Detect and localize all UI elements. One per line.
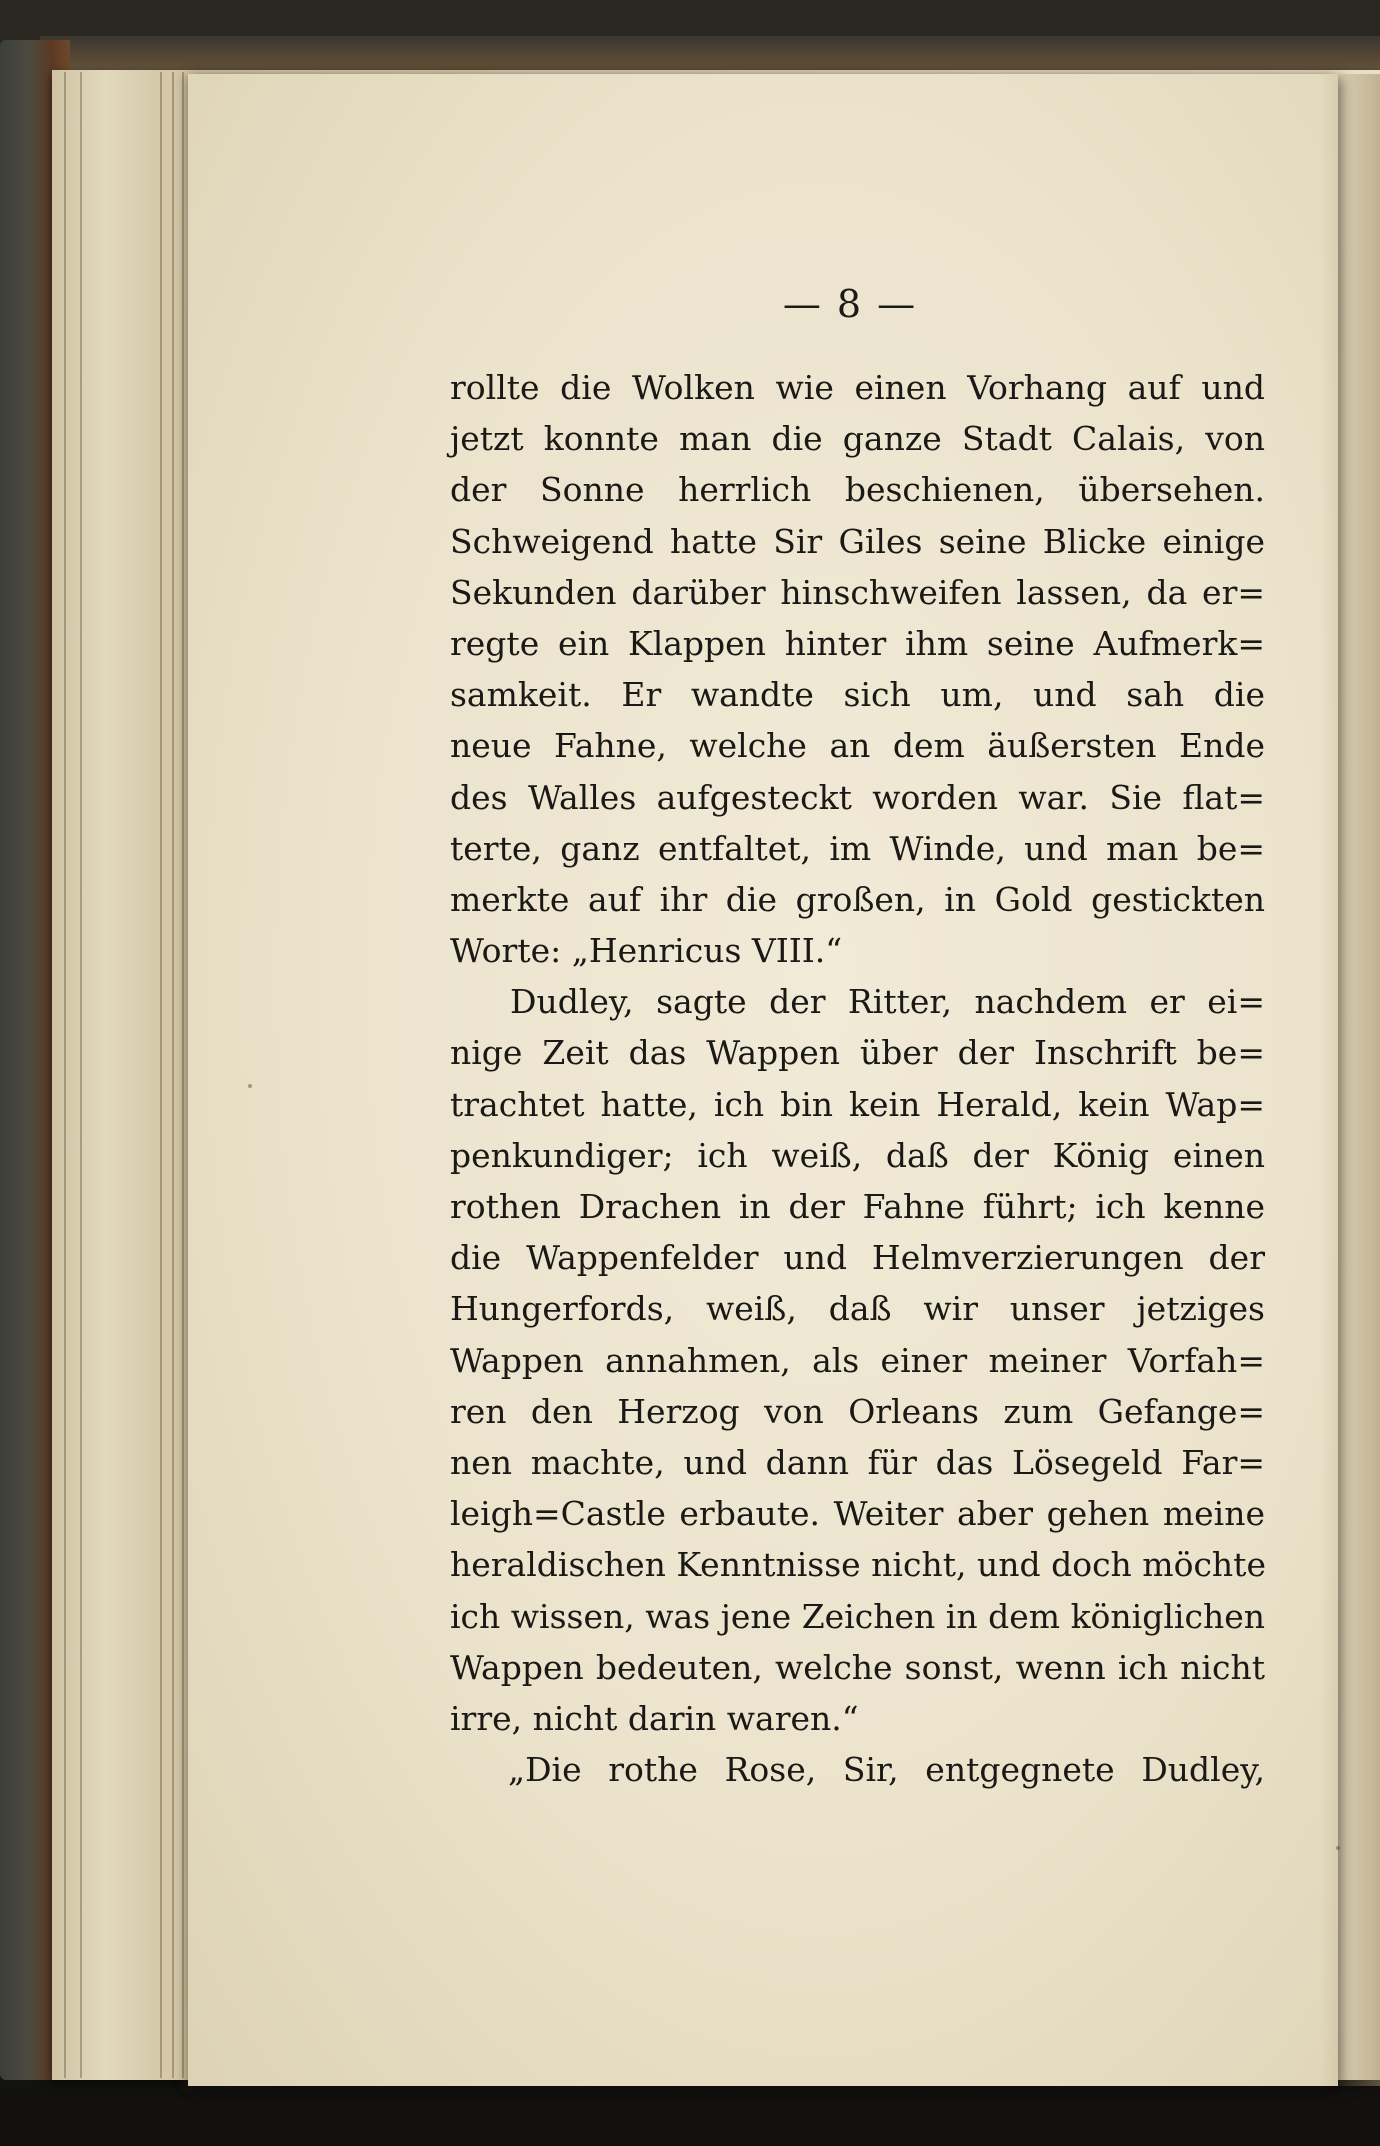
text-line: neue Fahne, welche an dem äußersten Ende	[450, 726, 1265, 766]
text-line: Schweigend hatte Sir Giles seine Blicke einige	[450, 521, 1265, 561]
text-line: trachtet hatte, ich bin kein Herald, kein Wap=	[450, 1084, 1265, 1124]
text-line: heraldischen Kenntnisse nicht, und doch möchte	[450, 1545, 1266, 1585]
text-line: rollte die Wolken wie einen Vorhang auf und	[450, 368, 1265, 407]
page-number: — 8 —	[782, 282, 918, 326]
text-line: der Sonne herrlich beschienen, übersehen.	[450, 470, 1265, 510]
text-line: nige Zeit das Wappen über der Inschrift be=	[450, 1033, 1265, 1073]
text-line: Sekunden darüber hinschweifen lassen, da er=	[450, 572, 1265, 612]
page-edge-line	[172, 72, 174, 2078]
text-line: rothen Drachen in der Fahne führt; ich kenne	[450, 1187, 1265, 1226]
text-line: jetzt konnte man die ganze Stadt Calais, von	[450, 419, 1265, 459]
text-line: regte ein Klappen hinter ihm seine Aufmerk=	[450, 623, 1265, 663]
text-line: irre, nicht darin waren.“	[450, 1698, 859, 1738]
text-line: die Wappenfelder und Helmverzierungen der	[450, 1238, 1265, 1278]
text-line: terte, ganz entfaltet, im Winde, und man be=	[450, 828, 1265, 868]
text-line: leigh=Castle erbaute. Weiter aber gehen meine	[450, 1494, 1265, 1534]
page-edge-line	[80, 72, 82, 2078]
text-line: nen machte, und dann für das Lösegeld Far=	[450, 1442, 1265, 1482]
paper-spot	[248, 1084, 252, 1088]
text-line: Worte: „Henricus VIII.“	[450, 931, 843, 971]
paper-spot	[1336, 1846, 1340, 1850]
text-line: Wappen bedeuten, welche sonst, wenn ich nicht	[450, 1647, 1265, 1687]
page-edge-line	[64, 72, 66, 2078]
text-line: „Die rothe Rose, Sir, entgegnete Dudley,	[508, 1750, 1265, 1790]
text-line: ren den Herzog von Orleans zum Gefange=	[450, 1391, 1265, 1431]
page-edge-line	[160, 72, 162, 2078]
text-line: samkeit. Er wandte sich um, und sah die	[450, 675, 1265, 715]
text-line: Wappen annahmen, als einer meiner Vorfah=	[450, 1340, 1265, 1380]
body-text	[450, 362, 1265, 1795]
page-edge-line	[182, 72, 184, 2078]
text-line: Dudley, sagte der Ritter, nachdem er ei=	[510, 982, 1265, 1022]
page-gutter-shadow	[1320, 74, 1380, 2086]
text-line: des Walles aufgesteckt worden war. Sie flat=	[450, 777, 1265, 817]
text-line: penkundiger; ich weiß, daß der König einen	[450, 1135, 1265, 1175]
text-line: ich wissen, was jene Zeichen in dem königlichen	[450, 1596, 1265, 1636]
text-line: merkte auf ihr die großen, in Gold gestickten	[450, 879, 1265, 919]
text-line: Hungerfords, weiß, daß wir unser jetziges	[450, 1289, 1265, 1329]
